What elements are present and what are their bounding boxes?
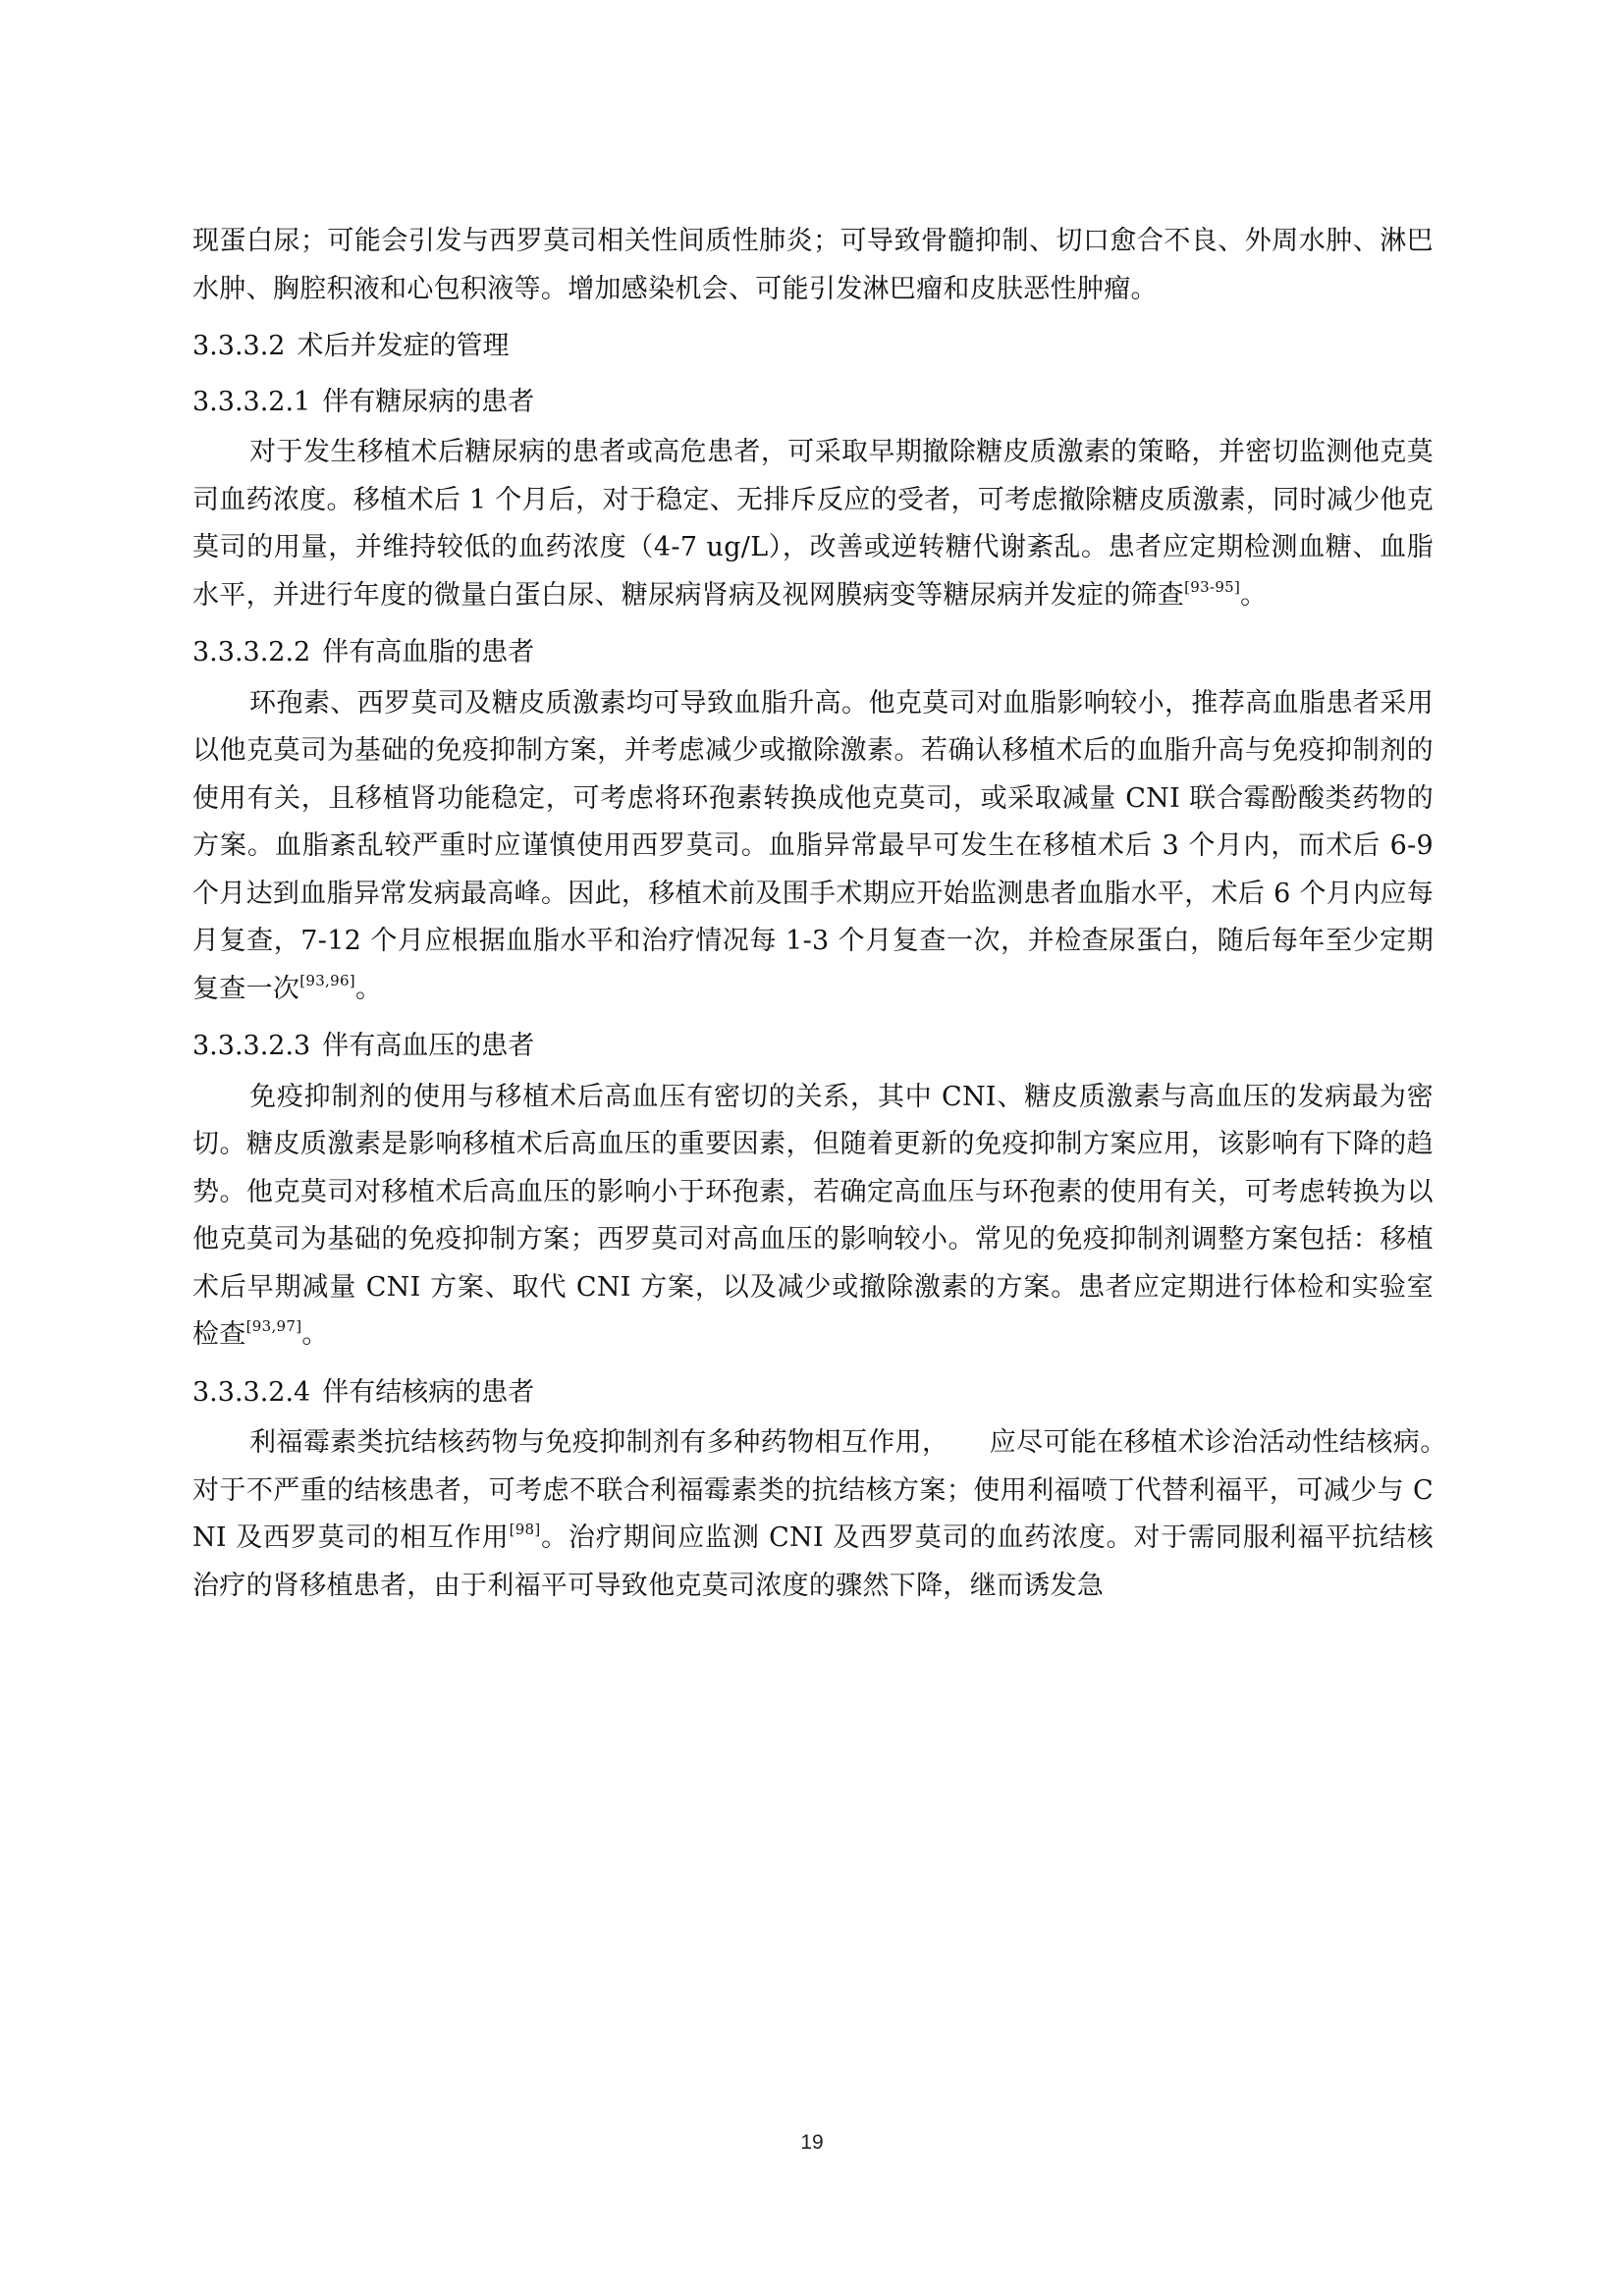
subsection-title: 伴有高血压的患者 bbox=[322, 1031, 535, 1061]
citation: [93-95] bbox=[1184, 577, 1241, 596]
section-number: 3.3.3.2 bbox=[192, 331, 286, 361]
subsection-number: 3.3.3.2.4 bbox=[192, 1376, 311, 1408]
subsection-title: 伴有高血脂的患者 bbox=[322, 637, 535, 667]
subsection-title: 伴有糖尿病的患者 bbox=[322, 386, 535, 417]
citation: [93,97] bbox=[245, 1317, 302, 1335]
paragraph-end: 。 bbox=[301, 1319, 329, 1350]
section-heading bbox=[192, 318, 1434, 374]
paragraph-text: 免疫抑制剂的使用与移植术后高血压有密切的关系，其中 CNI、糖皮质激素与高血压的发病最为密切。糖皮质激素是影响移植术后高血压的重要因素，但随着更新的免疫抑制方案应用，该影响有下降的趋势。他克莫司对移植术后高血压的影响小于环孢素，若确定高血压与环孢素的使用有关，可考虑转换为以他克莫司为基础的免疫抑制方案；西罗莫司对高血压的影响较小。常见的免疫抑制剂调整方案包括：移植术后早期减量 CNI 方案、取代 CNI 方案，以及减少或撤除激素的方案。患者应定期进行体检和实验室检查 bbox=[192, 1081, 1434, 1350]
paragraph-text: 利福霉素类抗结核药物与免疫抑制剂有多种药物相互作用， 应尽可能在移植术诊治活动性结核病。 对于不严重的结核患者，可考虑不联合利福霉素类的抗结核方案；使用利福喷丁代替利福平，可减少与 CNI 及西罗莫司的相互作用 bbox=[192, 1427, 1461, 1553]
paragraph-hypertension bbox=[192, 1074, 1434, 1360]
paragraph-hyperlipidemia bbox=[192, 680, 1434, 1014]
paragraph-text: 环孢素、西罗莫司及糖皮质激素均可导致血脂升高。他克莫司对血脂影响较小，推荐高血脂患者采用以他克莫司为基础的免疫抑制方案，并考虑减少或撤除激素。若确认移植术后的血脂升高与免疫抑制剂的使用有关，且移植肾功能稳定，可考虑将环孢素转换成他克莫司，或采取减量 CNI 联合霉酚酸类药物的方案。血脂紊乱较严重时应谨慎使用西罗莫司。血脂异常最早可发生在移植术后 3 个月内，而术后 6-9 个月达到血脂异常发病最高峰。因此，移植术前及围手术期应开始监测患者血脂水平，术后 6 个月内应每月复查，7-12 个月应根据血脂水平和治疗情况每 1-3 个月复查一次，并检查尿蛋白，随后每年至少定期复查一次 bbox=[192, 687, 1434, 1004]
paragraph-end: 。治疗期间应监测 CNI 及西罗莫司的血药浓度。对于需同服利福平抗结核治疗的肾移植患者，由于利福平可导致他克莫司浓度的骤然下降，继而诱发急 bbox=[192, 1522, 1434, 1601]
subsection-title: 伴有结核病的患者 bbox=[322, 1376, 535, 1408]
citation: [98] bbox=[509, 1521, 541, 1538]
paragraph-end: 。 bbox=[1240, 579, 1268, 611]
subsection-heading-tuberculosis bbox=[192, 1364, 1434, 1420]
section-title: 术后并发症的管理 bbox=[297, 331, 510, 361]
subsection-number: 3.3.3.2.3 bbox=[192, 1031, 311, 1061]
paragraph-end: 。 bbox=[354, 973, 383, 1004]
page-number: 19 bbox=[800, 2131, 824, 2154]
opening-paragraph: 现蛋白尿；可能会引发与西罗莫司相关性间质性肺炎；可导致骨髓抑制、切口愈合不良、外周水肿、淋巴水肿、胸腔积液和心包积液等。增加感染机会、可能引发淋巴瘤和皮肤恶性肿瘤。 bbox=[192, 226, 1434, 304]
subsection-heading-hyperlipidemia bbox=[192, 624, 1434, 680]
subsection-number: 3.3.3.2.1 bbox=[192, 386, 311, 417]
paragraph-tuberculosis bbox=[192, 1419, 1461, 1610]
subsection-heading-diabetes bbox=[192, 374, 1434, 430]
subsection-number: 3.3.3.2.2 bbox=[192, 637, 311, 667]
paragraph-diabetes bbox=[192, 429, 1434, 619]
document-body bbox=[192, 218, 1461, 1610]
citation: [93,96] bbox=[299, 971, 355, 989]
subsection-heading-hypertension bbox=[192, 1018, 1434, 1074]
paragraph-text: 对于发生移植术后糖尿病的患者或高危患者，可采取早期撤除糖皮质激素的策略，并密切监测他克莫司血药浓度。移植术后 1 个月后，对于稳定、无排斥反应的受者，可考虑撤除糖皮质激素，同时减少他克莫司的用量，并维持较低的血药浓度（4-7 ug/L），改善或逆转糖代谢紊乱。患者应定期检测血糖、血脂水平，并进行年度的微量白蛋白尿、糖尿病肾病及视网膜病变等糖尿病并发症的筛查 bbox=[192, 437, 1434, 611]
